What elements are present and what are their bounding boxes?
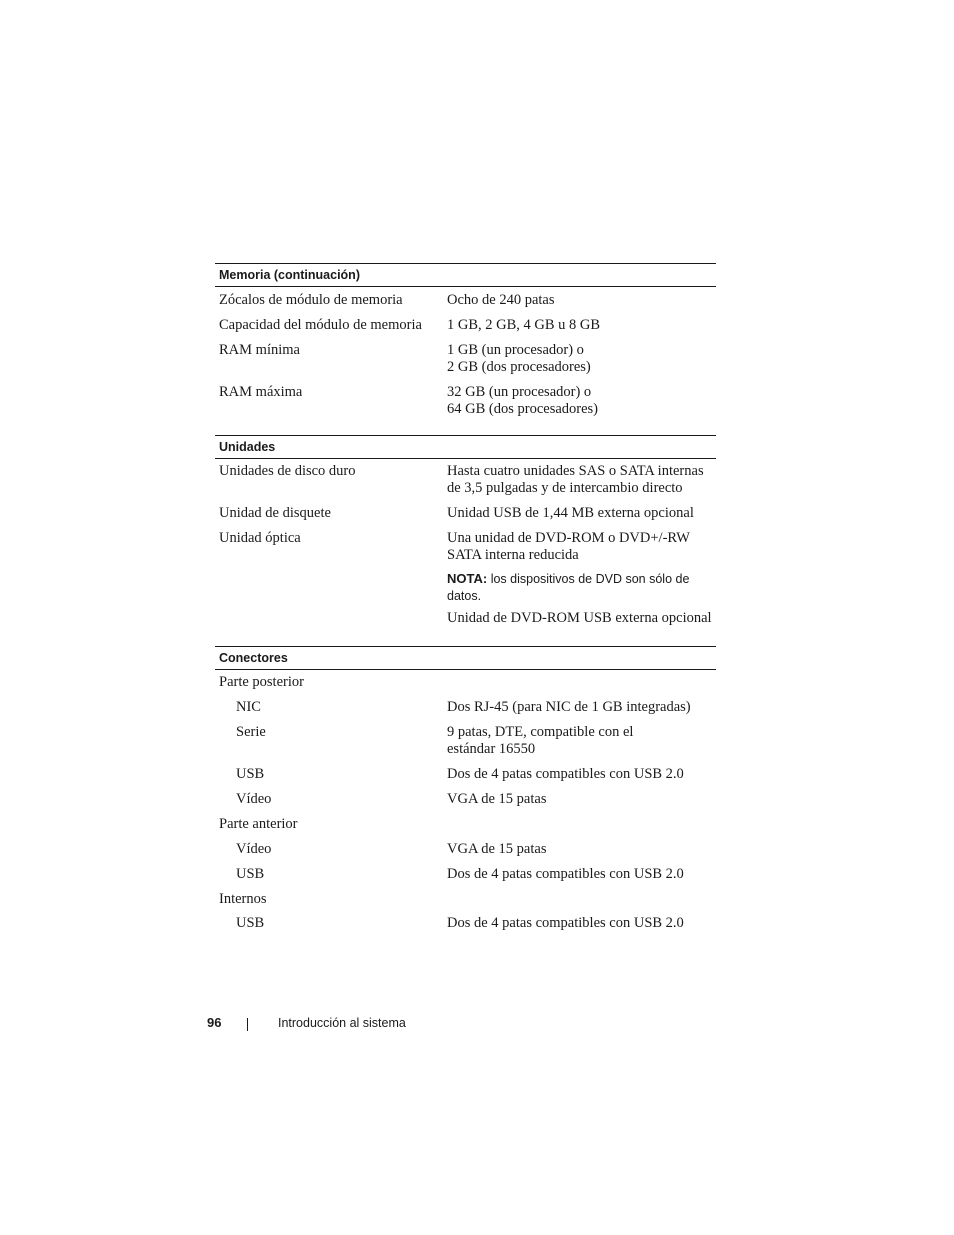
footer-separator [247, 1018, 248, 1031]
spec-value-line: Dos de 4 patas compatibles con USB 2.0 [447, 915, 684, 931]
spec-value [447, 610, 715, 627]
conectores-header: Conectores [215, 646, 716, 670]
spec-label: RAM máxima [219, 384, 303, 400]
spec-label: USB [236, 915, 265, 931]
spec-group-label: Parte posterior [219, 674, 304, 690]
spec-label: RAM mínima [219, 342, 300, 358]
spec-value-line: 2 GB (dos procesadores) [447, 359, 591, 375]
spec-value-line: 1 GB, 2 GB, 4 GB u 8 GB [447, 317, 601, 333]
spec-value [447, 342, 715, 376]
spec-label: Unidad de disquete [219, 505, 331, 521]
spec-value-line: 32 GB (un procesador) o [447, 384, 592, 400]
page-number: 96 [207, 1015, 222, 1030]
spec-value [447, 724, 715, 758]
spec-value-line: Unidad de DVD-ROM USB externa opcional [447, 610, 712, 626]
note-label: NOTA: [447, 571, 488, 586]
spec-value [447, 841, 715, 858]
spec-value-line: VGA de 15 patas [447, 791, 547, 807]
spec-value [447, 699, 715, 716]
spec-label: Vídeo [236, 841, 272, 857]
spec-label: Unidad óptica [219, 530, 301, 546]
note-text: los dispositivos de DVD son sólo de [490, 572, 690, 586]
spec-value-line: de 3,5 pulgadas y de intercambio directo [447, 480, 683, 496]
spec-value [447, 791, 715, 808]
spec-value [447, 766, 715, 783]
spec-value [447, 915, 715, 932]
spec-label: NIC [236, 699, 261, 715]
spec-value-line: Unidad USB de 1,44 MB externa opcional [447, 505, 694, 521]
spec-value-line: 64 GB (dos procesadores) [447, 401, 599, 417]
spec-value-line: SATA interna reducida [447, 547, 579, 563]
spec-value-line: 1 GB (un procesador) o [447, 342, 584, 358]
spec-label: Serie [236, 724, 266, 740]
spec-label: Zócalos de módulo de memoria [219, 292, 403, 308]
memoria-header: Memoria (continuación) [215, 263, 716, 287]
chapter-title: Introducción al sistema [278, 1016, 406, 1030]
spec-value [447, 866, 715, 883]
spec-value [447, 384, 715, 418]
spec-value [447, 530, 715, 564]
spec-value-line: Hasta cuatro unidades SAS o SATA internas [447, 463, 704, 479]
spec-value-line: VGA de 15 patas [447, 841, 547, 857]
spec-value [447, 505, 715, 522]
spec-label: Unidades de disco duro [219, 463, 356, 479]
note [447, 570, 715, 605]
spec-label: Capacidad del módulo de memoria [219, 317, 422, 333]
note-text-cont: datos. [447, 589, 482, 603]
spec-label: Vídeo [236, 791, 272, 807]
spec-value [447, 463, 715, 497]
spec-value [447, 292, 715, 309]
spec-group-label: Parte anterior [219, 816, 298, 832]
spec-value-line: Ocho de 240 patas [447, 292, 555, 308]
memoria-section [215, 263, 716, 287]
spec-value-line: Una unidad de DVD-ROM o DVD+/-RW [447, 530, 690, 546]
spec-value-line: Dos de 4 patas compatibles con USB 2.0 [447, 766, 684, 782]
spec-value-line: Dos de 4 patas compatibles con USB 2.0 [447, 866, 684, 882]
unidades-header: Unidades [215, 435, 716, 459]
spec-label: USB [236, 766, 265, 782]
conectores-section [215, 646, 716, 670]
spec-label: USB [236, 866, 265, 882]
spec-group-label: Internos [219, 891, 267, 907]
unidades-section [215, 435, 716, 459]
spec-value-line: Dos RJ-45 (para NIC de 1 GB integradas) [447, 699, 691, 715]
spec-value [447, 317, 715, 334]
spec-value-line: 9 patas, DTE, compatible con el [447, 724, 634, 740]
spec-value-line: estándar 16550 [447, 741, 536, 757]
